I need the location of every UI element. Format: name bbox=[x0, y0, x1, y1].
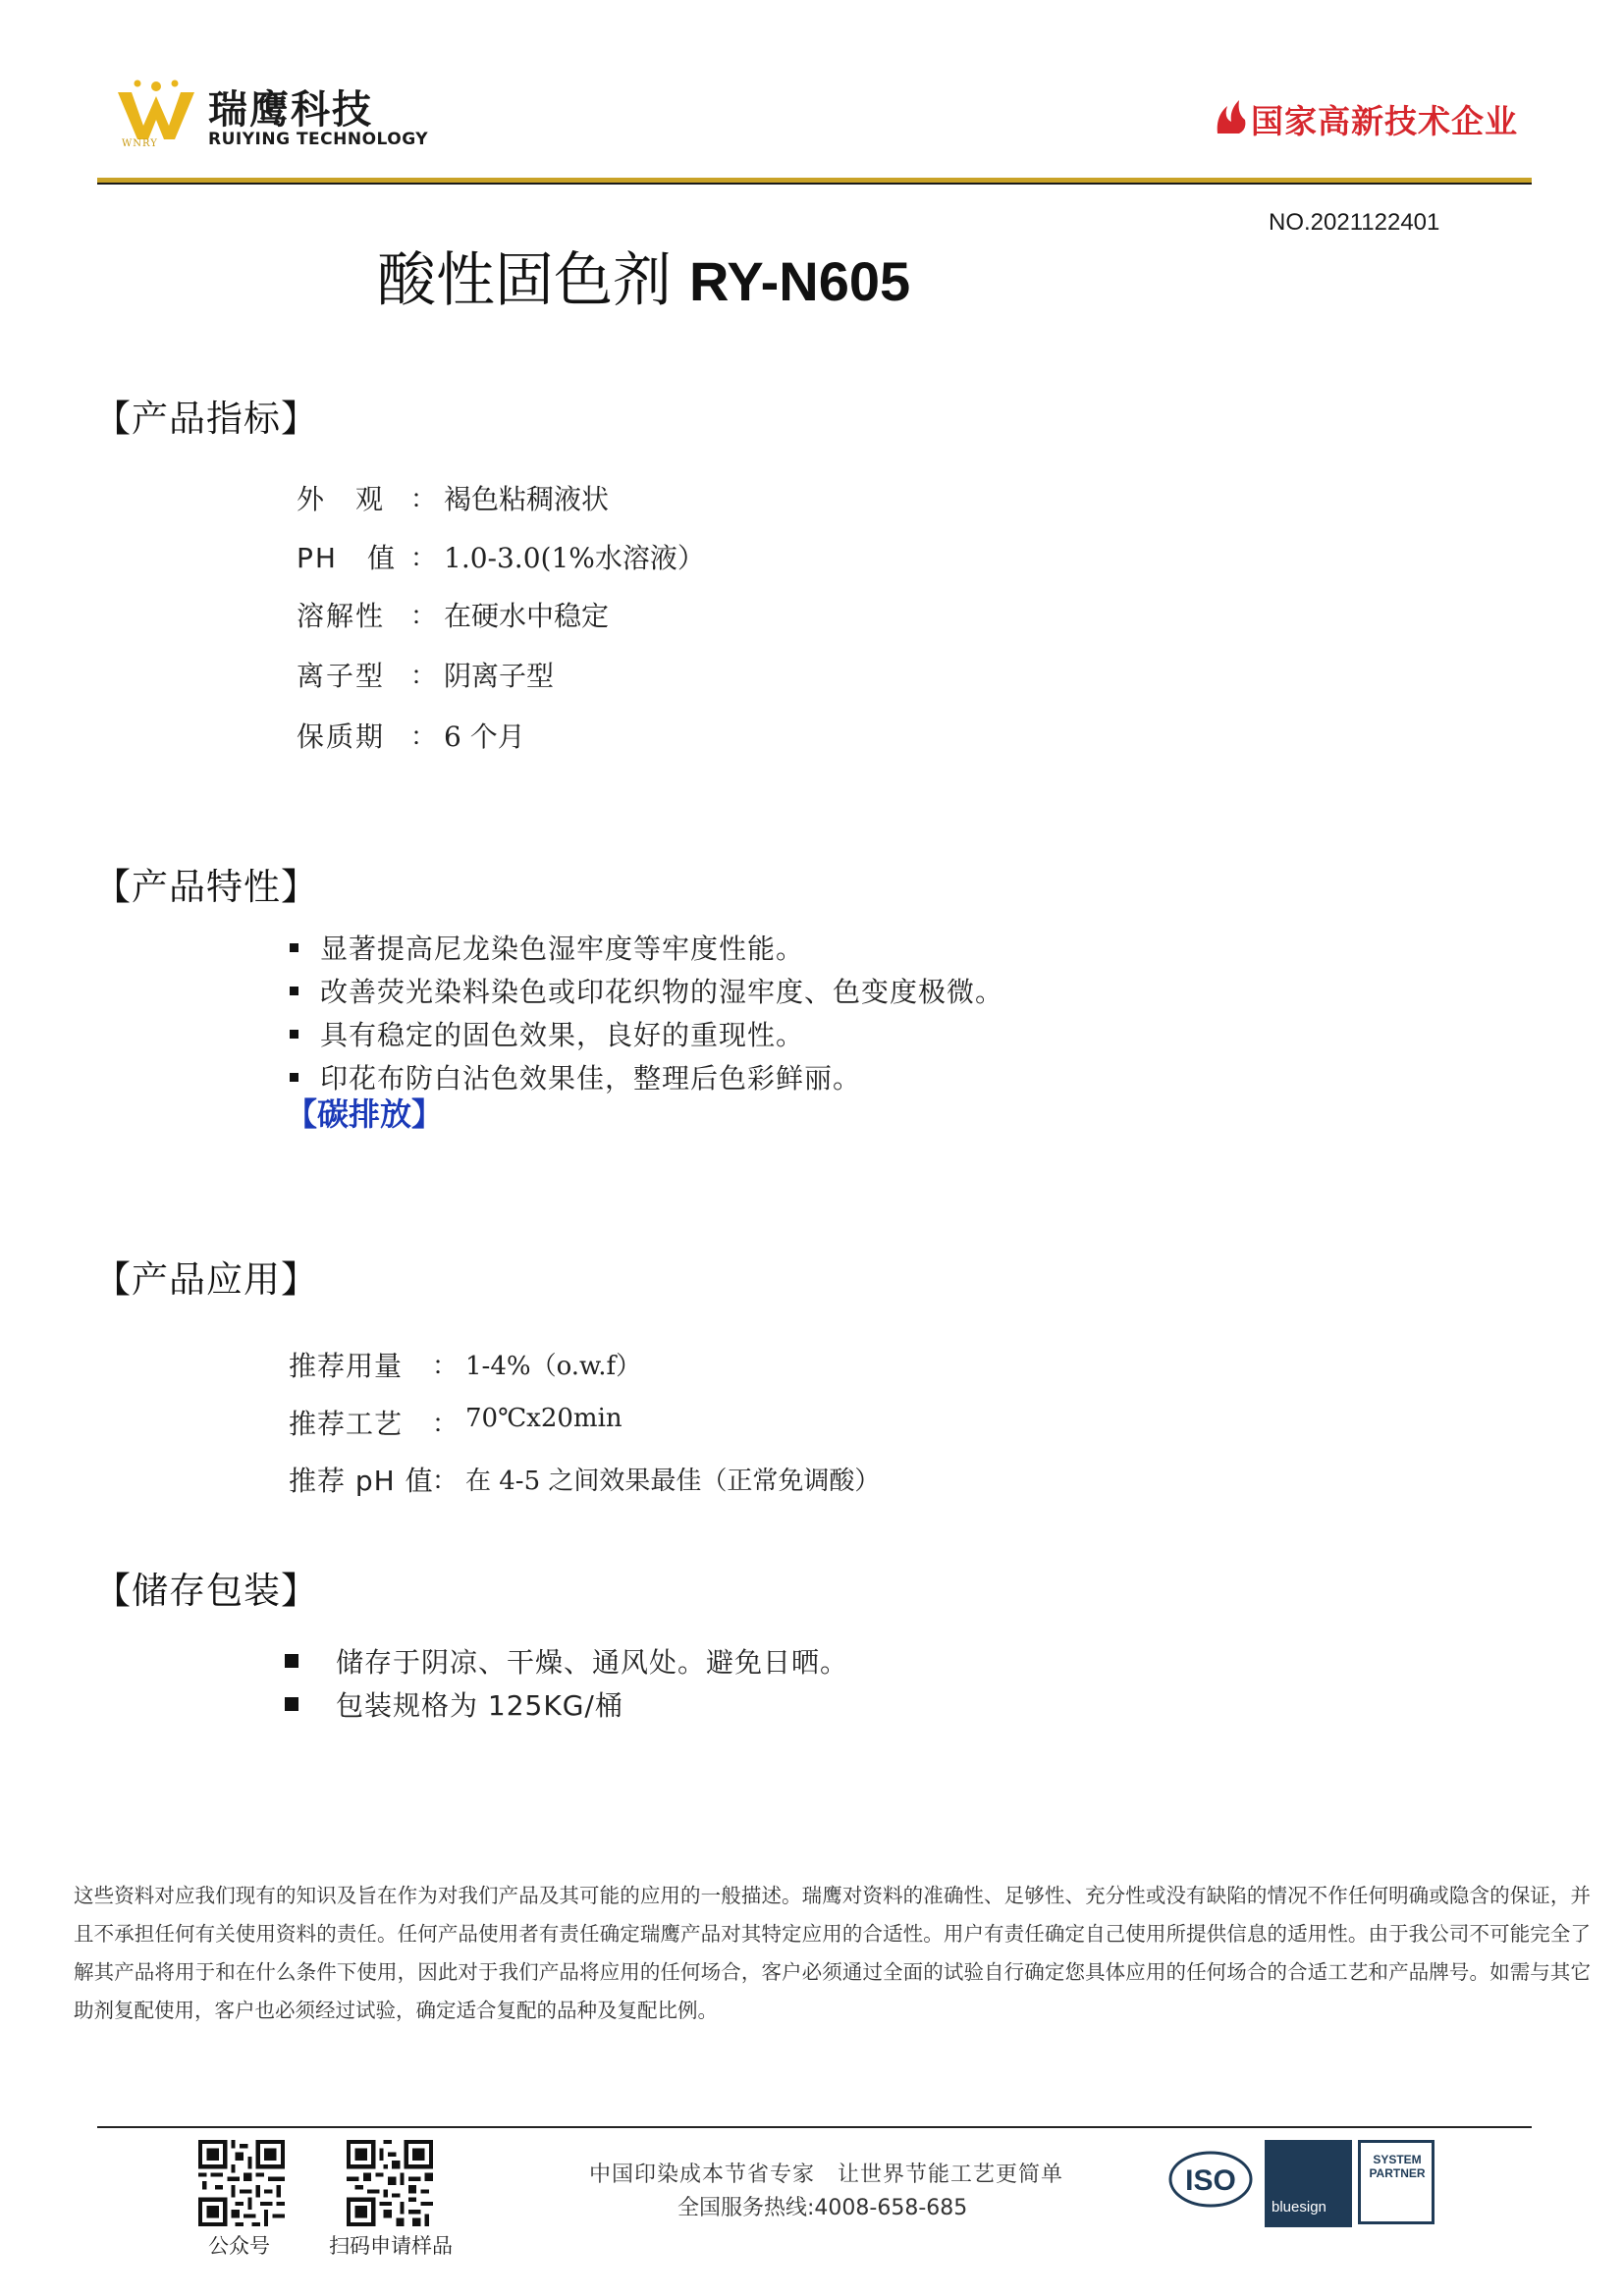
qr-code-icon bbox=[347, 2140, 433, 2226]
spec-value: 褐色粘稠液状 bbox=[444, 483, 610, 515]
spec-colon: ： bbox=[410, 485, 437, 514]
brand-name-cn: 瑞鹰科技 bbox=[208, 87, 373, 133]
spec-value: 阴离子型 bbox=[444, 660, 555, 692]
application-value: 70℃x20min bbox=[465, 1404, 623, 1433]
qr-caption: 公众号 bbox=[208, 2234, 270, 2258]
qr-caption: 扫码申请样品 bbox=[329, 2234, 453, 2258]
service-hotline: 全国服务热线:4008-658-685 bbox=[677, 2196, 968, 2220]
application-value: 1-4%（o.w.f） bbox=[465, 1352, 642, 1381]
bullet-icon bbox=[290, 943, 298, 952]
bullet-icon bbox=[285, 1654, 298, 1668]
document-number: NO.2021122401 bbox=[1269, 209, 1440, 236]
company-slogan: 中国印染成本节省专家 让世界节能工艺更简单 bbox=[589, 2163, 1064, 2187]
spec-label: 保质期 bbox=[297, 721, 386, 753]
application-value: 在 4-5 之间效果最佳（正常免调酸） bbox=[465, 1467, 881, 1496]
section-heading-application: 【产品应用】 bbox=[94, 1258, 318, 1301]
application-colon: ： bbox=[432, 1467, 459, 1496]
application-label: 推荐工艺 bbox=[289, 1408, 404, 1440]
feature-text: 改善荧光染料染色或印花织物的湿牢度、色变度极微。 bbox=[320, 976, 1004, 1008]
feature-text: 具有稳定的固色效果，良好的重现性。 bbox=[320, 1019, 805, 1051]
bullet-icon bbox=[290, 987, 298, 995]
spec-value: 在硬水中稳定 bbox=[444, 600, 610, 632]
disclaimer-text: 这些资料对应我们现有的知识及旨在作为对我们产品及其可能的应用的一般描述。瑞鹰对资料的准确性、足够性、充分性或没有缺陷的情况不作任何明确或隐含的保证，并且不承担任何有关使用资料的责任。任何产品使用者有责任确定瑞鹰产品对其特定应用的合适性。用户有责任确定自己使用所提供信息的适用性。由于我公司不可能完全了解其产品将用于和在什么条件下使用，因此对于我们产品将应用的任何场合，客户必须通过全面的试验自行确定您具体应用的任何场合的合适工艺和产品牌号。如需与其它助剂复配使用，客户也必须经过试验，确定适合复配的品种及复配比例。 bbox=[74, 1884, 1591, 2022]
bullet-icon bbox=[290, 1073, 298, 1082]
spec-colon: ： bbox=[410, 722, 437, 752]
brand-mark-text: WNRY bbox=[122, 138, 158, 149]
list-item bbox=[290, 1014, 804, 1053]
qr-code-icon bbox=[198, 2140, 285, 2226]
list-item bbox=[290, 971, 1003, 1010]
iso-label: ISO bbox=[1185, 2164, 1236, 2197]
bullet-icon bbox=[290, 1030, 298, 1039]
system-partner-label: SYSTEM PARTNER bbox=[1369, 2153, 1426, 2180]
application-label: 推荐 pH 值 bbox=[289, 1465, 434, 1497]
list-item bbox=[290, 928, 804, 967]
spec-value: 6 个月 bbox=[444, 721, 525, 753]
section-heading-features: 【产品特性】 bbox=[94, 866, 318, 908]
spec-colon: ： bbox=[410, 602, 437, 631]
storage-text: 储存于阴凉、干燥、通风处。避免日晒。 bbox=[336, 1646, 849, 1679]
spec-label: 溶解性 bbox=[297, 600, 386, 632]
spec-label: 外 观 bbox=[297, 483, 386, 515]
feature-text: 印花布防白沾色效果佳，整理后色彩鲜丽。 bbox=[320, 1062, 862, 1095]
bluesign-label: bluesign bbox=[1272, 2199, 1326, 2216]
spec-colon: ： bbox=[410, 662, 437, 691]
product-code: RY-N605 bbox=[689, 250, 911, 312]
spec-label: 离子型 bbox=[297, 660, 386, 692]
feature-text: 显著提高尼龙染色湿牢度等牢度性能。 bbox=[320, 933, 805, 965]
carbon-emission-link[interactable]: 【碳排放】 bbox=[286, 1095, 444, 1133]
page-title bbox=[377, 234, 910, 318]
spec-colon: ： bbox=[410, 544, 437, 573]
storage-text: 包装规格为 125KG/桶 bbox=[336, 1689, 623, 1722]
hitech-enterprise-icon bbox=[1214, 96, 1247, 135]
bullet-icon bbox=[285, 1697, 298, 1711]
brand-name-en: RUIYING TECHNOLOGY bbox=[208, 130, 429, 149]
section-heading-storage: 【储存包装】 bbox=[94, 1570, 318, 1612]
section-heading-specs: 【产品指标】 bbox=[94, 398, 318, 440]
spec-label: PH 值 bbox=[297, 542, 397, 574]
product-name: 酸性固色剂 bbox=[377, 246, 672, 315]
hitech-enterprise-label: 国家高新技术企业 bbox=[1251, 102, 1518, 140]
iso-icon bbox=[1168, 2150, 1253, 2209]
ruiying-logo-icon bbox=[116, 79, 196, 147]
list-item bbox=[285, 1684, 623, 1724]
list-item bbox=[285, 1641, 848, 1681]
application-colon: ： bbox=[432, 1352, 459, 1381]
application-label: 推荐用量 bbox=[289, 1350, 404, 1382]
header-divider-black bbox=[97, 183, 1532, 185]
footer-divider bbox=[97, 2126, 1532, 2128]
spec-value: 1.0-3.0(1%水溶液） bbox=[444, 542, 705, 574]
application-colon: ： bbox=[432, 1410, 459, 1439]
